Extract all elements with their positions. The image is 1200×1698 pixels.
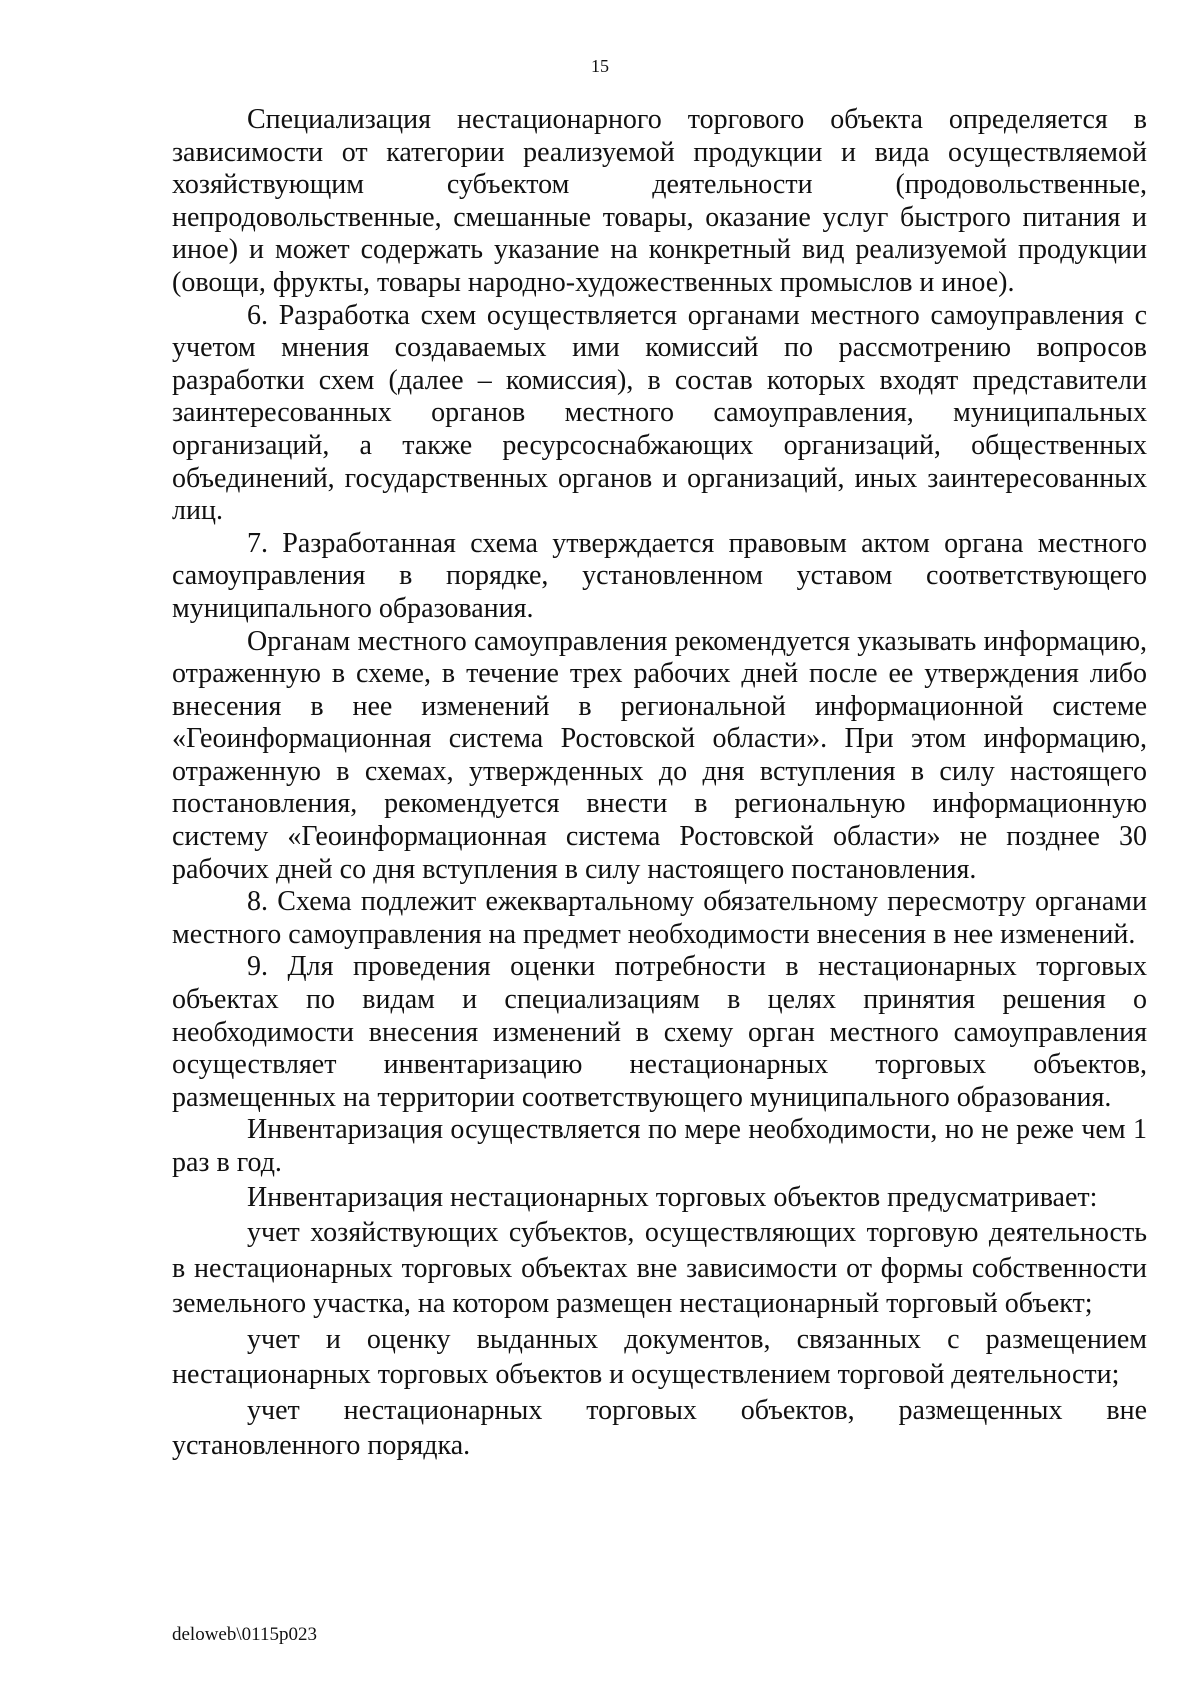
paragraph-item-7: 7. Разработанная схема утверждается правовым актом органа местного самоуправления в порядке, установленном уставом соответствующего муниципального образования. bbox=[172, 527, 1147, 624]
paragraph-inventory-entities: учет хозяйствующих субъектов, осуществляющих торговую деятельность в нестационарных торговых объектах вне зависимости от формы собственности земельного участка, на котором размещен нестационарный торговый объект; bbox=[172, 1217, 1147, 1320]
paragraph-inventory-intro: Инвентаризация нестационарных торговых объектов предусматривает: bbox=[247, 1181, 1098, 1213]
document-body bbox=[172, 104, 1147, 1464]
page-number: 15 bbox=[591, 56, 609, 76]
paragraph-item-6: 6. Разработка схем осуществляется органами местного самоуправления с учетом мнения создаваемых ими комиссий по рассмотрению вопросов разработки схем (далее – комиссия), в состав которых входят представители заинтересованных органов местного самоуправления, муниципальных организаций, а также ресурсоснабжающих организаций, общественных объединений, государственных органов и организаций, иных заинтересованных лиц. bbox=[172, 299, 1147, 527]
paragraph-item-8: 8. Схема подлежит ежеквартальному обязательному пересмотру органами местного самоуправления на предмет необходимости внесения в нее изменений. bbox=[172, 886, 1147, 950]
paragraph-specialization: Специализация нестационарного торгового объекта определяется в зависимости от категории реализуемой продукции и вида осуществляемой хозяйствующим субъектом деятельности (продовольственные, непродовольственные, смешанные товары, оказание услуг быстрого питания и иное) и может содержать указание на конкретный вид реализуемой продукции (овощи, фрукты, товары народно-художественных промыслов и иное). bbox=[172, 104, 1147, 298]
paragraph-geoinfo-system: Органам местного самоуправления рекомендуется указывать информацию, отраженную в схеме, в течение трех рабочих дней после ее утверждения либо внесения в нее изменений в региональной информационной системе «Геоинформационная система Ростовской области». При этом информацию, отраженную в схемах, утвержденных до дня вступления в силу настоящего постановления, рекомендуется внести в региональную информационную систему «Геоинформационная система Ростовской области» не позднее 30 рабочих дней со дня вступления в силу настоящего постановления. bbox=[172, 625, 1147, 885]
document-footer-code: deloweb\0115p023 bbox=[172, 1624, 317, 1645]
paragraph-inventory-unauthorized: учет нестационарных торговых объектов, размещенных вне установленного порядка. bbox=[172, 1394, 1147, 1462]
paragraph-inventory-frequency: Инвентаризация осуществляется по мере необходимости, но не реже чем 1 раз в год. bbox=[172, 1114, 1147, 1178]
paragraph-item-9: 9. Для проведения оценки потребности в нестационарных торговых объектах по видам и специализациям в целях принятия решения о необходимости внесения изменений в схему орган местного самоуправления осуществляет инвентаризацию нестационарных торговых объектов, размещенных на территории соответствующего муниципального образования. bbox=[172, 951, 1147, 1113]
paragraph-inventory-documents: учет и оценку выданных документов, связанных с размещением нестационарных торговых объектов и осуществлением торговой деятельности; bbox=[172, 1323, 1147, 1391]
